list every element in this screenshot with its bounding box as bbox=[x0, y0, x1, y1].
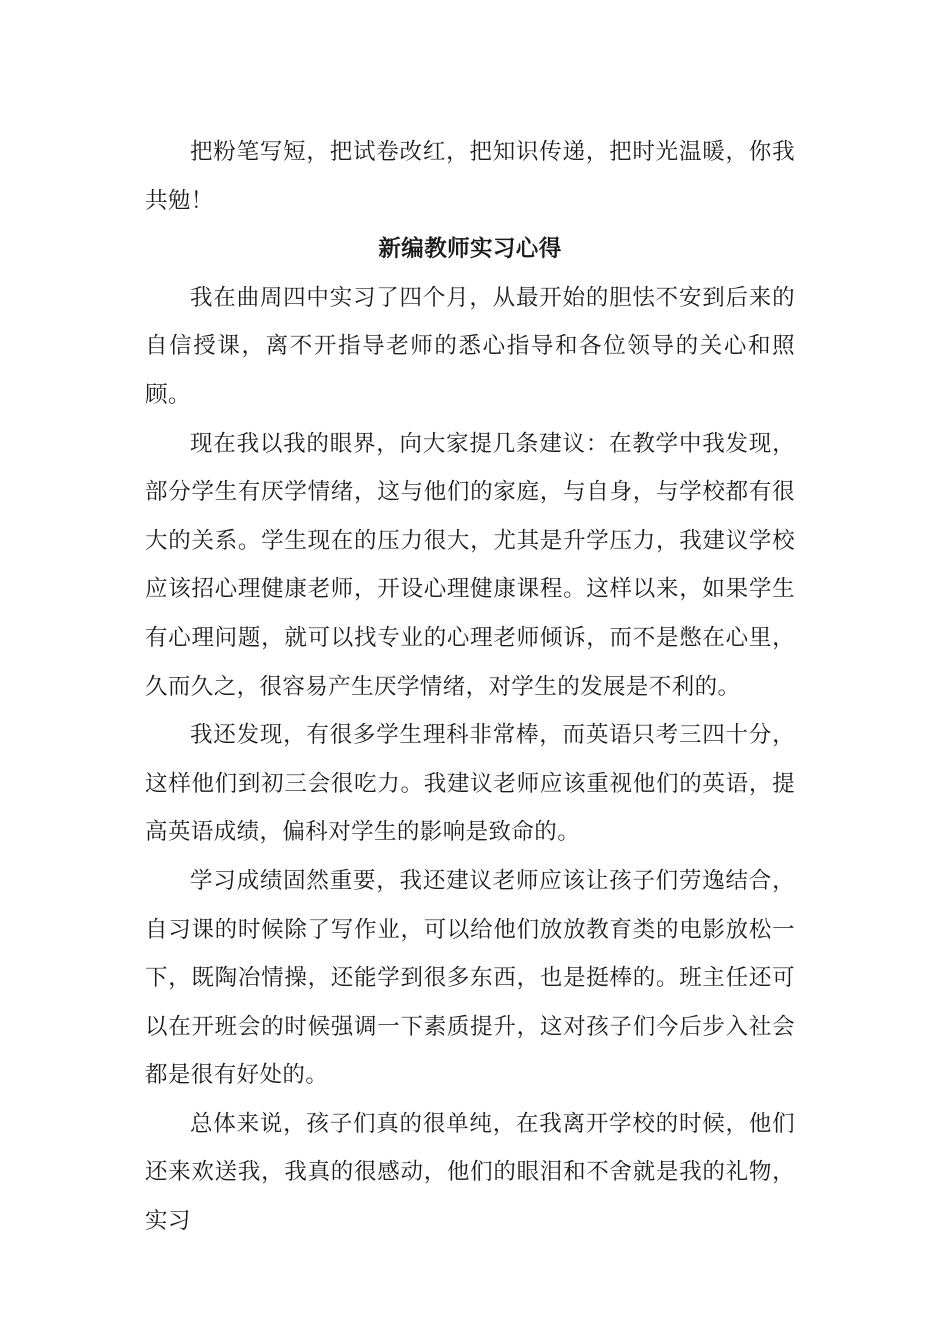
document-body bbox=[145, 128, 795, 1246]
document-title: 新编教师实习心得 bbox=[378, 236, 562, 263]
body-paragraph-5: 总体来说，孩子们真的很单纯，在我离开学校的时候，他们还来欢送我，我真的很感动，他们的眼泪和不舍就是我的礼物，实习 bbox=[145, 1110, 795, 1235]
body-paragraph-4: 学习成绩固然重要，我还建议老师应该让孩子们劳逸结合，自习课的时候除了写作业，可以给他们放放教育类的电影放松一下，既陶冶情操，还能学到很多东西，也是挺棒的。班主任还可以在开班会的时候强调一下素质提升，这对孩子们今后步入社会都是很有好处的。 bbox=[145, 867, 795, 1089]
body-paragraph-3: 我还发现，有很多学生理科非常棒，而英语只考三四十分，这样他们到初三会很吃力。我建议老师应该重视他们的英语，提高英语成绩，偏科对学生的影响是致命的。 bbox=[145, 722, 795, 846]
closing-paragraph: 把粉笔写短，把试卷改红，把知识传递，把时光温暖，你我共勉！ bbox=[145, 139, 795, 214]
body-paragraph-1: 我在曲周四中实习了四个月，从最开始的胆怯不安到后来的自信授课，离不开指导老师的悉心指导和各位领导的关心和照顾。 bbox=[145, 284, 795, 408]
body-paragraph-2: 现在我以我的眼界，向大家提几条建议：在教学中我发现，部分学生有厌学情绪，这与他们的家庭，与自身，与学校都有很大的关系。学生现在的压力很大，尤其是升学压力，我建议学校应该招心理健康老师，开设心理健康课程。这样以来，如果学生有心理问题，就可以找专业的心理老师倾诉，而不是憋在心里，久而久之，很容易产生厌学情绪，对学生的发展是不利的。 bbox=[145, 430, 795, 700]
